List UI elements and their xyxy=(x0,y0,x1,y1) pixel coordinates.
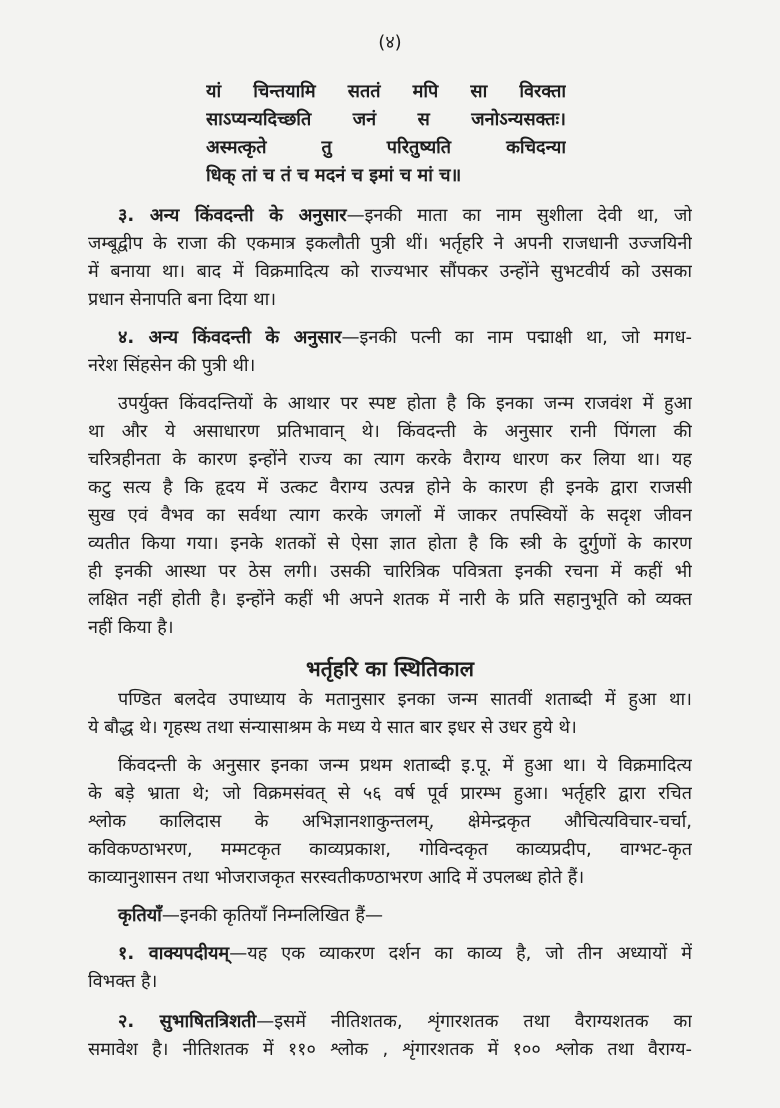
work-title: २. सुभाषितत्रिशती xyxy=(118,1011,257,1032)
verse-line: यां चिन्तयामि सततं मपि सा विरक्ता xyxy=(206,81,566,102)
text-line: श्लोक कालिदास के अभिज्ञानशाकुन्तलम्, क्षेमेन्द्रकृत औचित्यविचार-चर्चा, xyxy=(88,811,692,832)
paragraph-conclusion xyxy=(88,390,692,642)
text-line: में बनाया था। बाद में विक्रमादित्य को राज्यभार सौंपकर उन्होंने सुभटवीर्य को उसका xyxy=(88,261,692,282)
paragraph-heading: कृतियाँ xyxy=(118,905,162,926)
paragraph-heading: ३. अन्य किंवदन्ती के अनुसार xyxy=(118,205,347,226)
paragraph-works xyxy=(88,902,692,930)
verse-line: धिक् तां च तं च मदनं च इमां च मां च॥ xyxy=(206,165,462,186)
text-line: कटु सत्य है कि हृदय में उत्कट वैराग्य उत्पन्न होने के कारण ही इनके द्वारा राजसी xyxy=(88,477,692,498)
text-line: किंवदन्ती के अनुसार इनका जन्म प्रथम शताब्दी इ.पू. में हुआ था। ये विक्रमादित्य xyxy=(118,755,692,776)
text-line: जम्बूद्वीप के राजा की एकमात्र इकलौती पुत्री थीं। भर्तृहरि ने अपनी राजधानी उज्जयिनी xyxy=(88,233,692,254)
text-line: पण्डित बलदेव उपाध्याय के मतानुसार इनका जन्म सातवीं शताब्दी में हुआ था। xyxy=(118,689,692,710)
text-line: विभक्त है। xyxy=(88,971,158,992)
text-line: प्रधान सेनापति बना दिया था। xyxy=(88,289,277,310)
paragraph-legend-date xyxy=(88,752,692,892)
paragraph-upadhyaya xyxy=(88,686,692,742)
section-heading: भर्तृहरि का स्थितिकाल xyxy=(306,657,474,681)
paragraph-legend-3 xyxy=(88,202,692,314)
text-line: ही इनकी आस्था पर ठेस लगी। उसकी चारित्रिक पवित्रता इनकी रचना में कहीं भी xyxy=(88,561,692,582)
text-line: लक्षित नहीं होती है। इन्होंने कहीं भी अपने शतक में नारी के प्रति सहानुभूति को व्यक्त xyxy=(88,589,692,610)
text-line: ये बौद्ध थे। गृहस्थ तथा संन्यासाश्रम के मध्य ये सात बार इधर से उधर हुये थे। xyxy=(88,717,577,738)
text-line: —यह एक व्याकरण दर्शन का काव्य है, जो तीन अध्यायों में xyxy=(229,943,692,964)
paragraph-legend-4 xyxy=(88,324,692,380)
text-line: —इनकी कृतियाँ निम्नलिखित हैं— xyxy=(161,905,383,926)
work-item-1 xyxy=(88,940,692,996)
text-line: सुख एवं वैभव का सर्वथा त्याग करके जगलों में जाकर तपस्वियों के सदृश जीवन xyxy=(88,505,692,526)
text-line: —इनकी पत्नी का नाम पद्माक्षी था, जो मगध- xyxy=(341,327,692,348)
text-line: —इसमें नीतिशतक, शृंगारशतक तथा वैराग्यशतक का xyxy=(256,1011,692,1032)
text-line: के बड़े भ्राता थे; जो विक्रमसंवत् से ५६ वर्ष पूर्व प्रारम्भ हुआ। भर्तृहरि द्वारा रचित xyxy=(88,783,692,804)
text-line: काव्यानुशासन तथा भोजराजकृत सरस्वतीकण्ठाभरण आदि में उपलब्ध होते हैं। xyxy=(88,867,585,888)
text-line: चरित्रहीनता के कारण इन्होंने राज्य का त्याग करके वैराग्य धारण कर लिया था। यह xyxy=(88,449,692,470)
text-line: नरेश सिंहसेन की पुत्री थी। xyxy=(88,355,256,376)
work-title: १. वाक्यपदीयम् xyxy=(118,943,230,964)
text-line: था और ये असाधारण प्रतिभावान् थे। किंवदन्ती के अनुसार रानी पिंगला की xyxy=(88,421,692,442)
text-line: समावेश है। नीतिशतक में ११० श्लोक , शृंगारशतक में १०० श्लोक तथा वैराग्य- xyxy=(88,1039,692,1060)
text-line: उपर्युक्त किंवदन्तियों के आथार पर स्पष्ट होता है कि इनका जन्म राजवंश में हुआ xyxy=(118,393,692,414)
text-line: व्यतीत किया गया। इनके शतकों से ऐसा ज्ञात होता है कि स्त्री के दुर्गुणों के कारण xyxy=(88,533,692,554)
book-page xyxy=(88,28,692,1064)
verse-line: अस्मत्कृते तु परितुष्यति कचिदन्या xyxy=(206,137,566,158)
text-line: —इनकी माता का नाम सुशीला देवी था, जो xyxy=(346,205,692,226)
page-number: (४) xyxy=(378,32,402,53)
text-line: नहीं किया है। xyxy=(88,617,174,638)
sanskrit-verse xyxy=(206,78,566,190)
verse-line: साऽप्यन्यदिच्छति जनं स जनोऽन्यसक्तः। xyxy=(206,109,566,130)
text-line: कविकण्ठाभरण, मम्मटकृत काव्यप्रकाश, गोविन्दकृत काव्यप्रदीप, वाग्भट-कृत xyxy=(88,839,692,860)
paragraph-heading: ४. अन्य किंवदन्ती के अनुसार xyxy=(118,327,342,348)
work-item-2 xyxy=(88,1008,692,1064)
